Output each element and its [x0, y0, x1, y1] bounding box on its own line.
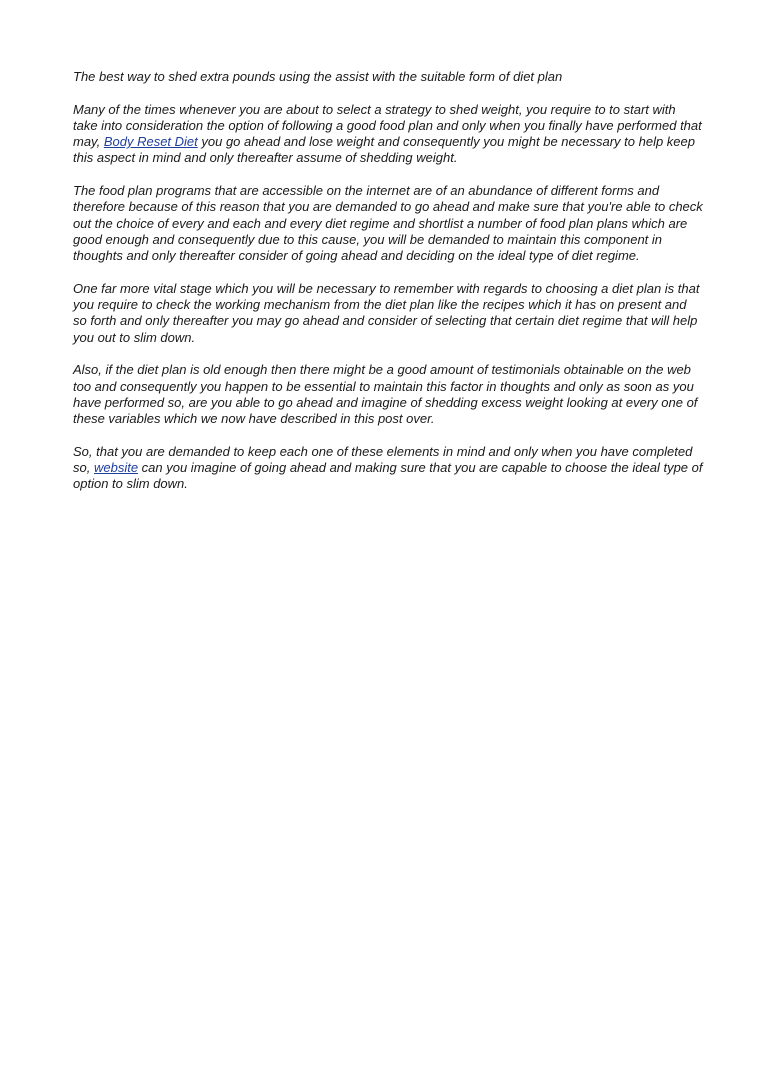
paragraph-1 — [73, 102, 703, 167]
paragraph-1-text-before: Many of the times whenever you are about to select a strategy to shed weight, you require to to start with take into consideration the option of following a good food plan and only when you finally have performed that may, — [73, 101, 702, 150]
paragraph-1-text-after: you go ahead and lose weight and consequently you might be necessary to help keep this aspect in mind and only thereafter assume of shedding weight. — [73, 134, 695, 166]
body-reset-diet-link[interactable]: Body Reset Diet — [103, 134, 198, 150]
paragraph-2: The food plan programs that are accessible on the internet are of an abundance of different forms and therefore because of this reason that you are demanded to go ahead and make sure that you're able to check out the choice of every and each and every diet regime and shortlist a number of food plan plans which are good enough and consequently due to this cause, you will be demanded to maintain this component in thoughts and only thereafter consider of going ahead and deciding on the ideal type of diet regime. — [73, 183, 703, 264]
paragraph-3: One far more vital stage which you will be necessary to remember with regards to choosing a diet plan is that you require to check the working mechanism from the diet plan like the recipes which it has on present and so forth and only thereafter you may go ahead and consider of selecting that certain diet regime that will help you out to slim down. — [73, 280, 700, 345]
document-title: The best way to shed extra pounds using the assist with the suitable form of diet plan — [73, 69, 563, 84]
paragraph-5 — [73, 444, 703, 493]
document-body — [73, 69, 703, 509]
paragraph-5-text-before: So, that you are demanded to keep each one of these elements in mind and only when you have completed so, — [73, 443, 693, 476]
paragraph-5-text-after: can you imagine of going ahead and making sure that you are capable to choose the ideal type of option to slim down. — [73, 460, 703, 492]
paragraph-4: Also, if the diet plan is old enough then there might be a good amount of testimonials obtainable on the web too and consequently you happen to be essential to maintain this factor in thoughts and only as soon as you have performed so, are you able to go ahead and imagine of shedding excess weight looking at every one of these variables which we now have described in this post over. — [73, 362, 698, 427]
website-link[interactable]: website — [93, 460, 139, 476]
